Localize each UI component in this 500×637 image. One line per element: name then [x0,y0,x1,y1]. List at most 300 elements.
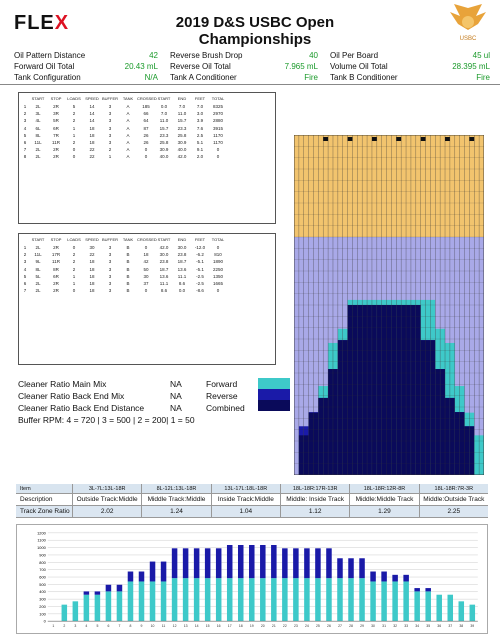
column-header: LOADS [67,96,81,101]
info-label: Tank A Conditioner [170,73,237,82]
table-cell: 6 [23,281,27,287]
track-zone-table [16,484,488,518]
table-cell: 42 [143,259,149,265]
table-cell: 3 [108,273,112,279]
combined-oil-cell [416,305,421,475]
combined-oil-cell [430,340,435,475]
table-cell: 1170 [213,132,223,138]
table-cell: B [126,288,130,294]
info-cell [170,50,330,61]
y-tick-label: 1000 [37,545,46,551]
arrow-marker [348,137,353,141]
column-header: TOTAL [211,96,225,101]
table-cell: 18.7 [177,259,187,265]
info-label: Oil Per Board [330,51,379,60]
x-tick-label: 28 [349,624,353,629]
table-cell: 18 [89,266,95,272]
table-cell: B [126,266,130,272]
table-cell: 1 [23,104,27,109]
legend-name: Combined [206,403,245,413]
column-header: CROSSED [137,96,157,101]
zone-cell: 2.25 [419,506,488,517]
table-cell: 0 [144,288,148,294]
table-cell: 0 [216,245,220,250]
table-cell: 5 [72,104,76,109]
forward-bar [249,578,255,621]
cleaner-legend [18,378,278,426]
info-cell [14,50,170,61]
y-tick-label: 1200 [37,530,46,536]
table-cell: 42.0 [177,154,187,160]
combined-oil-cell [333,369,338,475]
column-header: START [31,237,45,242]
x-tick-label: 5 [96,624,99,629]
table-cell: 1 [23,245,27,250]
table-cell: 2880 [212,118,223,124]
table-cell: 8325 [212,104,223,109]
x-tick-label: 20 [260,624,265,629]
forward-bar [304,578,310,621]
table-cell: 3 [108,132,112,138]
info-cell [14,72,170,83]
table-cell: 26 [143,132,149,138]
table-cell: 0 [72,154,76,160]
column-header [21,237,29,242]
x-tick-label: 7 [118,624,121,629]
reverse-bar [216,548,222,578]
info-label: Reverse Oil Total [170,62,231,71]
column-header: FEET [194,96,206,101]
forward-bar [414,591,420,621]
forward-oil-cell [479,435,484,475]
forward-bar [459,601,465,621]
forward-bar [205,578,211,621]
table-row [19,117,275,124]
table-cell: 8.6 [160,288,168,294]
reverse-bar [425,588,431,591]
info-value: 20.43 mL [124,62,158,71]
table-cell: 30.0 [159,252,169,258]
info-value: 7.965 mL [284,62,318,71]
table-cell: 8L [35,132,41,138]
zone-row [16,494,488,506]
table-cell: 3 [23,118,27,124]
cleaner-label: Cleaner Ratio Back End Distance [18,403,145,413]
table-cell: 25.8 [159,140,169,146]
cleaner-value: NA [170,391,182,401]
combined-oil-cell [406,305,411,475]
column-header: TANK [122,237,134,242]
combined-oil-cell [323,398,328,475]
table-cell: 11.0 [177,111,187,117]
combined-oil-cell [318,398,323,475]
table-cell: 3 [108,140,112,146]
zone-row-label: Item [20,486,31,492]
y-tick-label: 400 [39,589,46,595]
table-cell: 1 [108,154,112,160]
table-cell: 3.0 [196,111,204,117]
info-cell [330,72,490,83]
table-cell: 11L [34,252,42,258]
x-tick-label: 14 [194,624,199,629]
zone-cell: 18L-18R:7R-3R [419,484,488,493]
reverse-bar [282,548,288,578]
table-cell: A [126,111,130,117]
table-cell: A [126,132,130,138]
table-cell: 5L [35,273,41,279]
table-cell: 8.6 [178,281,186,287]
info-label: Tank B Conditioner [330,73,398,82]
table-cell: 9L [35,259,41,265]
table-cell: 23.8 [159,259,169,265]
column-header: TOTAL [211,237,225,242]
table-row [19,258,275,265]
table-cell: B [126,252,130,258]
table-cell: 2 [72,259,76,265]
table-cell: 0 [144,147,148,153]
x-tick-label: 10 [150,624,155,629]
table-cell: 13.6 [177,266,187,272]
table-cell: 23.8 [177,252,187,258]
table-cell: 0 [72,245,76,250]
table-cell: 7 [23,147,27,153]
table-cell: A [126,125,130,131]
page-title: 2019 D&S USBC Open Championships [175,14,335,48]
table-cell: 2250 [212,266,223,272]
x-tick-label: 17 [227,624,232,629]
table-cell: 5 [23,273,27,279]
table-row [19,266,275,273]
reverse-bar [403,575,409,582]
table-cell: 14 [89,104,95,109]
y-tick-label: 300 [39,596,46,602]
x-tick-label: 15 [205,624,210,629]
column-header [21,96,29,101]
table-row [19,280,275,287]
arrow-marker [323,137,328,141]
column-header: STOP [50,237,62,242]
table-cell: 2 [23,111,27,117]
table-cell: 2R [53,154,59,160]
table-row [19,244,275,251]
combined-oil-cell [460,412,465,475]
x-tick-label: 23 [293,624,298,629]
table-row [19,251,275,258]
reverse-bar [84,591,90,594]
legend-swatch [258,389,290,400]
table-cell: 87 [143,125,149,131]
combined-oil-cell [382,305,387,475]
table-cell: 14 [89,111,95,117]
table-cell: 15.7 [159,125,169,131]
x-tick-label: 32 [393,624,398,629]
pattern-info [14,50,490,83]
arrow-marker [372,137,377,141]
x-tick-label: 24 [305,624,309,629]
table-cell: 11L [34,140,42,146]
reverse-bar [359,558,365,578]
reverse-bar [381,572,387,582]
forward-bar [282,578,288,621]
forward-bar [381,581,387,621]
table-cell: B [126,259,130,265]
table-cell: 2970 [212,111,223,117]
table-cell: -5.1 [196,266,204,272]
table-row [19,125,275,132]
table-cell: 3 [23,259,27,265]
combined-oil-cell [367,305,372,475]
combined-oil-cell [387,305,392,475]
table-cell: 7 [23,288,27,294]
table-cell: 18 [89,140,95,146]
table-cell: 23.3 [177,125,187,131]
combined-oil-cell [391,305,396,475]
table-cell: 810 [214,252,222,258]
x-tick-label: 33 [404,624,409,629]
reverse-bar [161,562,167,582]
table-row [19,103,275,110]
y-tick-label: 700 [39,567,46,573]
info-label: Oil Pattern Distance [14,51,86,60]
table-cell: 30 [89,245,95,250]
table-cell: 2 [72,140,76,146]
cleaner-row [18,378,278,390]
table-cell: 6R [53,273,59,279]
table-cell: 6L [35,125,41,131]
forward-pass-table [18,92,276,224]
forward-bar [403,581,409,621]
y-tick-label: 900 [39,552,46,558]
reverse-bar [271,545,277,578]
y-tick-label: 500 [39,581,46,587]
column-header: SPEED [85,96,99,101]
combined-oil-cell [338,340,343,475]
combined-oil-cell [309,413,314,475]
combined-oil-cell [421,340,426,475]
table-cell: 2L [35,245,41,250]
x-tick-label: 9 [140,624,143,629]
oil-pattern-grid [294,135,484,475]
zone-row [16,506,488,518]
x-tick-label: 25 [316,624,320,629]
zone-row-label: Description [20,496,53,503]
combined-oil-cell [299,435,304,475]
reverse-bar [139,572,145,582]
column-header: LOADS [67,237,81,242]
arrow-marker [469,137,474,141]
legend-swatch [258,400,290,411]
reverse-bar [304,548,310,578]
forward-bar [359,578,365,621]
table-cell: 7.0 [178,104,186,109]
x-tick-label: 12 [172,624,177,629]
table-row [19,146,275,153]
combined-oil-cell [348,305,353,475]
table-cell: 37 [143,281,149,287]
table-cell: 2R [53,281,59,287]
forward-bar [95,595,101,622]
combined-oil-cell [396,305,401,475]
table-cell: 18 [89,273,95,279]
table-cell: 23.3 [159,132,169,138]
table-cell: A [126,147,130,153]
info-value: Fire [304,73,318,82]
cleaner-label: Cleaner Ratio Main Mix [18,379,107,389]
buffer-rpm: Buffer RPM: 4 = 720 | 3 = 500 | 2 = 200| 1 = 50 [18,415,195,425]
info-value: Fire [476,73,490,82]
forward-bar [150,581,156,621]
zone-cell: 18L-18R:17R-13R [280,484,349,493]
forward-bar [425,591,431,621]
table-cell: -6.2 [196,252,204,258]
table-cell: 4 [23,266,27,272]
reverse-bar [414,588,420,591]
zone-cell: 8L-12L:13L-18R [141,484,210,493]
table-cell: 2R [53,288,59,294]
table-row [19,110,275,117]
combined-oil-cell [426,340,431,475]
table-cell: 18 [89,259,95,265]
table-header [19,93,275,103]
combined-oil-cell [450,398,455,475]
x-tick-label: 27 [338,624,342,629]
arrow-marker [396,137,401,141]
table-cell: A [126,104,130,109]
table-cell: 3R [53,111,59,117]
table-cell: 50 [143,266,149,272]
table-cell: 1665 [212,281,223,287]
x-tick-label: 6 [107,624,110,629]
zone-cell: Middle: Inside Track [280,494,349,505]
info-label: Volume Oil Total [330,62,388,71]
table-cell: 2R [53,147,59,153]
table-cell: 3 [108,245,112,250]
zone-cell: 1.04 [211,506,280,517]
y-tick-label: 1100 [37,537,46,543]
table-cell: 8L [35,266,41,272]
table-cell: 1350 [212,273,223,279]
table-cell: 0.0 [178,288,186,294]
reverse-bar [326,548,332,578]
combined-oil-cell [328,369,333,475]
table-cell: 2R [53,104,59,109]
table-cell: 40.0 [159,154,169,160]
table-cell: 0 [144,245,148,250]
arrow-marker [421,137,426,141]
forward-bar [260,578,266,621]
forward-bar [106,591,112,621]
table-row [19,139,275,146]
reverse-bar [172,548,178,578]
table-cell: B [126,245,130,250]
forward-bar [271,578,277,621]
table-cell: -5.1 [196,259,204,265]
forward-bar [84,595,90,622]
table-cell: 2R [53,245,59,250]
table-cell: 185 [142,104,150,109]
table-cell: B [126,281,130,287]
column-header: FEET [194,237,206,242]
table-cell: 5 [23,132,27,138]
info-value: 40 [309,51,318,60]
x-tick-label: 31 [382,624,386,629]
reverse-bar [293,548,299,578]
x-tick-label: 36 [437,624,442,629]
zone-cell: 2.02 [72,506,141,517]
reverse-bar [183,548,189,578]
x-tick-label: 39 [470,624,475,629]
table-cell: 30 [143,273,149,279]
reverse-bar [205,548,211,578]
table-cell: 8 [23,154,27,160]
combined-oil-cell [377,305,382,475]
x-tick-label: 1 [52,624,55,629]
table-cell: 11R [52,140,60,146]
table-cell: B [126,273,130,279]
logo-text: FLE [14,12,55,34]
info-label: Reverse Brush Drop [170,51,243,60]
info-row [14,50,490,61]
forward-bar [348,578,354,621]
table-cell: 2 [23,252,27,258]
table-cell: 1 [72,281,76,287]
table-cell: 18 [89,281,95,287]
table-cell: 2L [35,288,41,294]
table-row [19,132,275,139]
table-cell: 2 [108,147,112,153]
zone-cell: 18L-18R:12R-8R [349,484,418,493]
table-cell: 42.0 [159,245,169,250]
forward-bar [194,578,200,621]
table-cell: 15.7 [177,118,187,124]
table-cell: 11R [52,259,60,265]
reverse-bar [194,548,200,578]
x-tick-label: 22 [282,624,287,629]
x-tick-label: 3 [74,624,77,629]
info-cell [170,72,330,83]
table-cell: 11.1 [159,281,169,287]
table-cell: 18 [89,125,95,131]
combined-oil-cell [357,305,362,475]
table-cell: 14 [89,118,95,124]
flex-logo [14,12,69,35]
table-cell: 1890 [212,259,223,265]
combined-oil-cell [411,305,416,475]
column-header: END [177,96,187,101]
oil-per-board-chart [16,524,488,634]
zone-row-label: Track Zone Ratio [20,508,70,515]
reverse-bar [260,545,266,578]
table-cell: 6R [53,125,59,131]
combined-oil-cell [440,369,445,475]
x-tick-label: 21 [271,624,276,629]
table-cell: 3915 [212,125,223,131]
info-value: 45 ul [472,51,490,60]
forward-bar [315,578,321,621]
cleaner-row [18,402,278,414]
cleaner-label: Cleaner Ratio Back End Mix [18,391,125,401]
table-cell: 22 [89,147,95,153]
table-cell: 1 [72,132,76,138]
table-cell: 2 [72,252,76,258]
reverse-bar [348,558,354,578]
zone-row [16,484,488,494]
forward-bar [238,578,244,621]
table-cell: 22 [89,252,95,258]
table-cell: 0 [216,147,220,153]
table-cell: A [126,154,130,160]
info-value: 42 [149,51,158,60]
